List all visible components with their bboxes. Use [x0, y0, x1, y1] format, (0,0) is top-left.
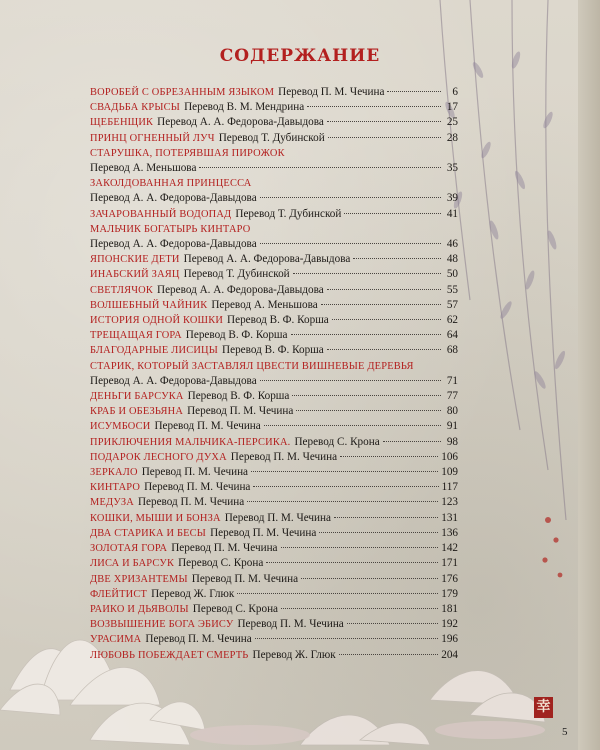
toc-entry-page: 196 — [441, 633, 458, 646]
toc-leader-dots — [319, 532, 438, 533]
toc-entry-translator: Перевод Ж. Глюк — [252, 648, 336, 661]
toc-entry-title: ЯПОНСКИЕ ДЕТИ — [90, 254, 180, 266]
toc-entry-translator: Перевод В. Ф. Корша — [222, 344, 324, 357]
toc-entry[interactable] — [90, 207, 458, 222]
toc-entry-title: БЛАГОДАРНЫЕ ЛИСИЦЫ — [90, 345, 219, 357]
toc-leader-dots — [327, 121, 441, 122]
table-of-contents — [90, 85, 458, 663]
toc-entry-title: ДЕНЬГИ БАРСУКА — [90, 391, 184, 403]
toc-leader-dots — [293, 273, 441, 274]
toc-entry-title: ЗОЛОТАЯ ГОРА — [90, 543, 168, 555]
toc-leader-dots — [253, 486, 438, 487]
toc-leader-dots — [199, 167, 441, 168]
toc-entry-title: ТРЕЩАЩАЯ ГОРА — [90, 330, 182, 342]
toc-leader-dots — [301, 578, 438, 579]
toc-entry-title: ЗАКОЛДОВАННАЯ ПРИНЦЕССА — [90, 178, 252, 190]
toc-entry[interactable] — [90, 511, 458, 526]
toc-entry[interactable] — [90, 587, 458, 602]
toc-entry-page: 46 — [446, 238, 458, 251]
toc-entry-page: 192 — [441, 618, 458, 631]
toc-leader-dots — [339, 654, 439, 655]
toc-entry-page: 41 — [446, 207, 458, 220]
toc-leader-dots — [332, 319, 441, 320]
toc-entry-page: 48 — [446, 253, 458, 266]
toc-entry[interactable] — [90, 359, 458, 389]
toc-leader-dots — [327, 349, 441, 350]
toc-entry-page: 98 — [446, 435, 458, 448]
toc-entry[interactable] — [90, 313, 458, 328]
toc-entry-translator: Перевод Т. Дубинской — [235, 207, 342, 220]
toc-entry[interactable] — [90, 389, 458, 404]
toc-entry[interactable] — [90, 404, 458, 419]
toc-entry[interactable] — [90, 176, 458, 206]
toc-entry-title: РАИКО И ДЬЯВОЛЫ — [90, 603, 189, 615]
toc-entry[interactable] — [90, 648, 458, 663]
toc-entry-page: 55 — [446, 283, 458, 296]
toc-entry-translator: Перевод А. А. Федорова-Давыдова — [157, 116, 324, 129]
toc-entry-page: 204 — [441, 648, 458, 661]
toc-entry-translator: Перевод В. Ф. Корша — [185, 329, 288, 342]
toc-entry[interactable] — [90, 298, 458, 313]
toc-leader-dots — [340, 456, 438, 457]
toc-entry-title: СВЕТЛЯЧОК — [90, 284, 154, 296]
toc-entry-title: ЩЕБЕНЩИК — [90, 117, 154, 129]
toc-leader-dots — [260, 380, 441, 381]
toc-entry-translator: Перевод А. Меньшова — [211, 298, 318, 311]
toc-entry-page: 91 — [446, 420, 458, 433]
toc-entry-page: 68 — [446, 344, 458, 357]
toc-entry-page: 57 — [446, 298, 458, 311]
toc-entry[interactable] — [90, 465, 458, 480]
toc-leader-dots — [281, 608, 438, 609]
toc-leader-dots — [260, 243, 441, 244]
toc-entry[interactable] — [90, 541, 458, 556]
toc-entry-page: 117 — [441, 481, 458, 494]
toc-entry[interactable] — [90, 495, 458, 510]
toc-entry-title: КРАБ И ОБЕЗЬЯНА — [90, 406, 184, 418]
toc-leader-dots — [237, 593, 438, 594]
toc-entry-page: 77 — [446, 390, 458, 403]
toc-entry-title: МЕДУЗА — [90, 497, 134, 509]
toc-entry-translator: Перевод А. А. Федорова-Давыдова — [157, 283, 324, 296]
toc-leader-dots — [387, 91, 441, 92]
toc-entry-page: 50 — [446, 268, 458, 281]
toc-entry[interactable] — [90, 146, 458, 176]
toc-entry-page: 6 — [452, 86, 458, 98]
toc-entry-title: ВОЗВЫШЕНИЕ БОГА ЭБИСУ — [90, 619, 234, 631]
page-number: 5 — [562, 726, 568, 738]
seal-stamp: 幸 — [534, 697, 553, 718]
toc-entry[interactable] — [90, 435, 458, 450]
toc-entry-page: 109 — [441, 466, 458, 479]
toc-entry[interactable] — [90, 328, 458, 343]
toc-entry-title: ФЛЕЙТИСТ — [90, 588, 148, 600]
toc-entry-title: ИНАБСКИЙ ЗАЯЦ — [90, 269, 180, 281]
toc-leader-dots — [347, 623, 438, 624]
toc-entry[interactable] — [90, 252, 458, 267]
toc-entry-title: ИСУМБОСИ — [90, 421, 151, 433]
toc-leader-dots — [296, 410, 441, 411]
toc-entry-translator: Перевод П. М. Чечина — [141, 466, 249, 479]
toc-entry-translator: Перевод А. А. Федорова-Давыдова — [90, 374, 257, 387]
toc-entry-translator: Перевод А. А. Федорова-Давыдова — [90, 192, 257, 205]
toc-entry-translator: Перевод А. А. Федорова-Давыдова — [183, 253, 351, 266]
toc-entry-title: ДВА СТАРИКА И БЕСЫ — [90, 527, 207, 539]
toc-entry-translator: Перевод В. М. Мендрина — [184, 101, 305, 114]
toc-entry-translator: Перевод П. М. Чечина — [154, 420, 261, 433]
toc-leader-dots — [328, 137, 441, 138]
toc-entry-page: 62 — [446, 314, 458, 327]
toc-leader-dots — [383, 441, 441, 442]
toc-entry-translator: Перевод П. М. Чечина — [230, 450, 338, 463]
toc-entry[interactable] — [90, 419, 458, 434]
toc-entry-page: 28 — [446, 131, 458, 144]
toc-entry-title: СВАДЬБА КРЫСЫ — [90, 102, 181, 114]
toc-entry[interactable] — [90, 283, 458, 298]
toc-entry-page: 71 — [446, 374, 458, 387]
toc-entry-translator: Перевод П. М. Чечина — [171, 542, 278, 555]
toc-entry-page: 123 — [441, 496, 458, 509]
toc-entry-page: 171 — [441, 557, 458, 570]
toc-entry[interactable] — [90, 617, 458, 632]
toc-entry-translator: Перевод С. Крона — [192, 602, 279, 615]
toc-entry-page: 35 — [446, 162, 458, 175]
toc-entry-translator: Перевод Ж. Глюк — [151, 587, 235, 600]
toc-entry[interactable] — [90, 480, 458, 495]
toc-entry-translator: Перевод Т. Дубинской — [218, 131, 325, 144]
toc-entry[interactable] — [90, 115, 458, 130]
toc-leader-dots — [266, 562, 438, 563]
toc-entry[interactable] — [90, 602, 458, 617]
toc-entry-translator: Перевод А. Меньшова — [90, 162, 197, 175]
toc-entry[interactable] — [90, 222, 458, 252]
toc-leader-dots — [353, 258, 441, 259]
toc-entry-title: ЗЕРКАЛО — [90, 467, 138, 479]
toc-entry-title: ВОЛШЕБНЫЙ ЧАЙНИК — [90, 299, 208, 311]
toc-entry-translator: Перевод Т. Дубинской — [183, 268, 290, 281]
toc-entry-page: 39 — [446, 192, 458, 205]
toc-entry[interactable] — [90, 450, 458, 465]
toc-entry-page: 142 — [441, 542, 458, 555]
toc-entry[interactable] — [90, 556, 458, 571]
toc-leader-dots — [321, 304, 441, 305]
toc-entry-title: ЛЮБОВЬ ПОБЕЖДАЕТ СМЕРТЬ — [90, 649, 249, 661]
toc-entry-page: 176 — [441, 572, 458, 585]
toc-entry-page: 106 — [441, 450, 458, 463]
toc-entry-translator: Перевод П. М. Чечина — [224, 511, 331, 524]
toc-entry-title: ЛИСА И БАРСУК — [90, 558, 175, 570]
toc-entry[interactable] — [90, 85, 458, 100]
toc-entry-page: 179 — [441, 587, 458, 600]
toc-leader-dots — [281, 547, 439, 548]
toc-entry[interactable] — [90, 572, 458, 587]
toc-entry-title: СТАРИК, КОТОРЫЙ ЗАСТАВЛЯЛ ЦВЕСТИ ВИШНЕВЫЕ ДЕРЕВЬЯ — [90, 360, 414, 372]
toc-leader-dots — [247, 501, 438, 502]
toc-entry-title: ДВЕ ХРИЗАНТЕМЫ — [90, 573, 188, 585]
toc-entry-translator: Перевод П. М. Чечина — [137, 496, 245, 509]
toc-leader-dots — [334, 517, 438, 518]
toc-entry-title: ПРИНЦ ОГНЕННЫЙ ЛУЧ — [90, 132, 215, 144]
toc-leader-dots — [264, 425, 441, 426]
toc-entry-title: ВОРОБЕЙ С ОБРЕЗАННЫМ ЯЗЫКОМ — [90, 87, 275, 98]
toc-entry-translator: Перевод А. А. Федорова-Давыдова — [90, 238, 257, 251]
toc-entry[interactable] — [90, 267, 458, 282]
toc-entry-page: 181 — [441, 602, 458, 615]
toc-entry-page: 25 — [446, 116, 458, 129]
toc-leader-dots — [260, 197, 441, 198]
toc-entry-title: ПРИКЛЮЧЕНИЯ МАЛЬЧИКА-ПЕРСИКА. — [90, 436, 291, 448]
toc-entry-translator: Перевод В. Ф. Корша — [227, 314, 329, 327]
toc-leader-dots — [255, 638, 439, 639]
toc-entry-translator: Перевод В. Ф. Корша — [187, 390, 290, 403]
toc-entry-translator: Перевод П. М. Чечина — [144, 481, 251, 494]
toc-entry-translator: Перевод П. М. Чечина — [278, 86, 385, 98]
toc-entry-page: 17 — [446, 101, 458, 114]
toc-entry-page: 131 — [441, 511, 458, 524]
toc-entry[interactable] — [90, 131, 458, 146]
toc-leader-dots — [327, 289, 441, 290]
toc-entry-title: КОШКИ, МЫШИ И БОНЗА — [90, 512, 221, 524]
toc-entry-title: ЗАЧАРОВАННЫЙ ВОДОПАД — [90, 208, 232, 220]
toc-entry-translator: Перевод С. Крона — [294, 435, 380, 448]
toc-entry-title: ИСТОРИЯ ОДНОЙ КОШКИ — [90, 315, 224, 327]
toc-leader-dots — [291, 334, 441, 335]
toc-entry-page: 80 — [446, 405, 458, 418]
toc-entry-page: 64 — [446, 329, 458, 342]
toc-entry[interactable] — [90, 526, 458, 541]
toc-entry[interactable] — [90, 632, 458, 647]
toc-entry-title: ПОДАРОК ЛЕСНОГО ДУХА — [90, 451, 227, 463]
toc-entry[interactable] — [90, 100, 458, 115]
toc-leader-dots — [292, 395, 441, 396]
toc-leader-dots — [344, 213, 441, 214]
toc-leader-dots — [251, 471, 438, 472]
toc-entry-translator: Перевод С. Крона — [178, 557, 264, 570]
toc-entry-translator: Перевод П. М. Чечина — [210, 526, 317, 539]
toc-entry-translator: Перевод П. М. Чечина — [237, 618, 344, 631]
page-title: содержание — [219, 38, 381, 67]
toc-entry-title: СТАРУШКА, ПОТЕРЯВШАЯ ПИРОЖОК — [90, 147, 285, 159]
toc-entry[interactable] — [90, 343, 458, 358]
toc-entry-translator: Перевод П. М. Чечина — [145, 633, 252, 646]
toc-entry-page: 136 — [441, 526, 458, 539]
toc-entry-translator: Перевод П. М. Чечина — [187, 405, 294, 418]
toc-entry-title: КИНТАРО — [90, 482, 141, 494]
toc-entry-translator: Перевод П. М. Чечина — [191, 572, 299, 585]
toc-entry-title: МАЛЬЧИК БОГАТЫРЬ КИНТАРО — [90, 223, 251, 235]
toc-leader-dots — [307, 106, 441, 107]
toc-entry-title: УРАСИМА — [90, 634, 142, 646]
